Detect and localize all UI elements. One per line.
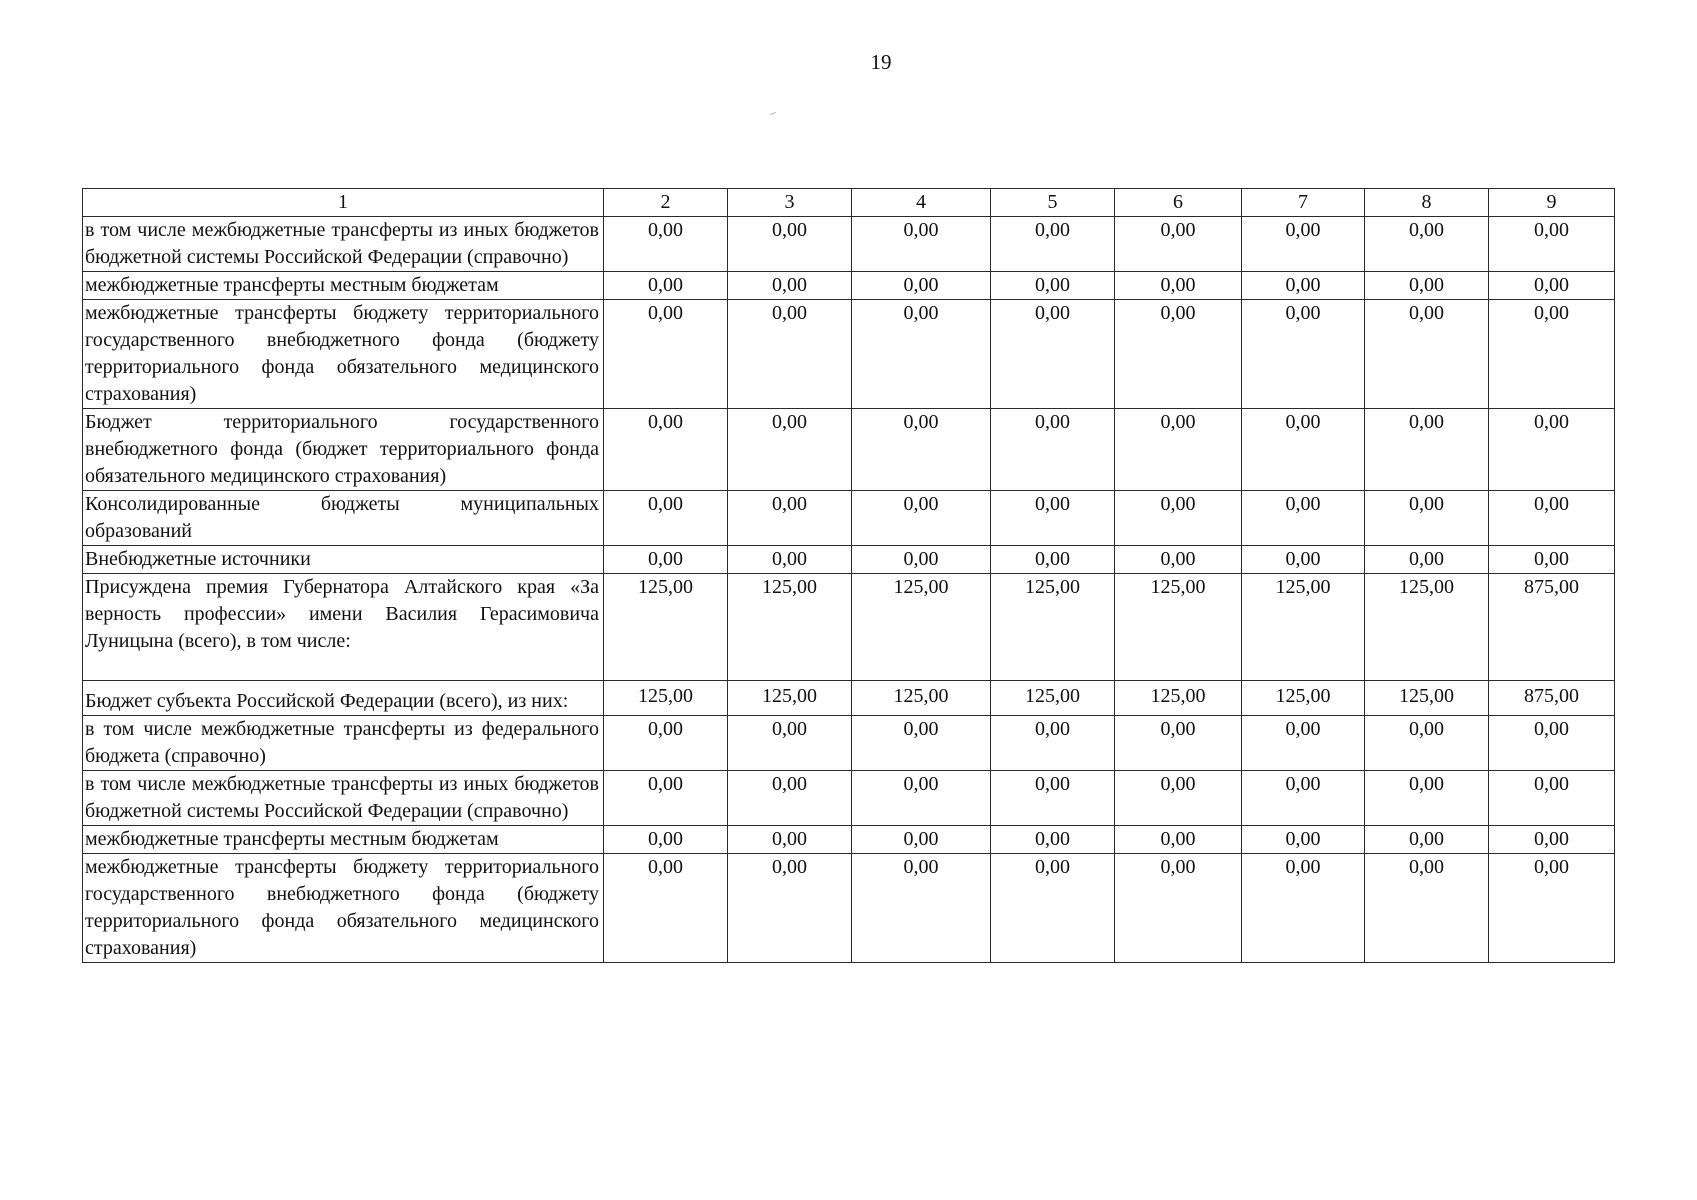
row-value: 125,00	[1242, 574, 1365, 681]
table-row	[83, 681, 1615, 716]
row-value: 0,00	[1115, 272, 1242, 300]
row-value: 0,00	[1365, 716, 1489, 771]
row-value: 0,00	[991, 300, 1115, 409]
row-value: 0,00	[852, 409, 991, 491]
row-value: 0,00	[728, 491, 852, 546]
row-label: межбюджетные трансферты местным бюджетам	[83, 272, 604, 300]
row-label: в том числе межбюджетные трансферты из иных бюджетов бюджетной системы Российской Федерации (справочно)	[83, 217, 604, 272]
table-row	[83, 217, 1615, 272]
table-row	[83, 716, 1615, 771]
row-total: 0,00	[1489, 826, 1615, 854]
row-value: 0,00	[728, 771, 852, 826]
row-value: 0,00	[1365, 409, 1489, 491]
table-row	[83, 272, 1615, 300]
row-value: 0,00	[1365, 771, 1489, 826]
row-value: 0,00	[604, 491, 728, 546]
row-total: 875,00	[1489, 574, 1615, 681]
row-value: 0,00	[852, 854, 991, 963]
row-value: 0,00	[1242, 854, 1365, 963]
row-value: 0,00	[1242, 300, 1365, 409]
row-value: 0,00	[1115, 826, 1242, 854]
row-label: межбюджетные трансферты местным бюджетам	[83, 826, 604, 854]
row-value: 0,00	[1115, 409, 1242, 491]
row-value: 0,00	[604, 300, 728, 409]
row-value: 0,00	[852, 771, 991, 826]
row-value: 0,00	[852, 217, 991, 272]
row-value: 0,00	[1115, 771, 1242, 826]
row-value: 0,00	[1115, 491, 1242, 546]
row-value: 125,00	[604, 574, 728, 681]
column-header: 8	[1365, 189, 1489, 217]
row-value: 0,00	[1242, 217, 1365, 272]
table-header-row	[83, 189, 1615, 217]
row-value: 0,00	[991, 854, 1115, 963]
budget-table	[82, 188, 1615, 963]
row-value: 0,00	[1242, 546, 1365, 574]
row-value: 0,00	[852, 272, 991, 300]
column-header: 1	[83, 189, 604, 217]
row-value: 0,00	[604, 272, 728, 300]
row-value: 0,00	[991, 826, 1115, 854]
page-number: 19	[870, 50, 892, 74]
row-total: 0,00	[1489, 300, 1615, 409]
row-label: Бюджет субъекта Российской Федерации (всего), из них:	[83, 681, 604, 716]
row-value: 0,00	[728, 409, 852, 491]
row-value: 0,00	[604, 217, 728, 272]
row-value: 125,00	[1115, 681, 1242, 716]
row-value: 0,00	[991, 546, 1115, 574]
table-row	[83, 409, 1615, 491]
row-value: 0,00	[1365, 217, 1489, 272]
row-total: 0,00	[1489, 409, 1615, 491]
row-value: 0,00	[1242, 409, 1365, 491]
row-value: 125,00	[852, 574, 991, 681]
row-value: 0,00	[852, 300, 991, 409]
row-value: 0,00	[728, 300, 852, 409]
row-value: 0,00	[728, 716, 852, 771]
row-value: 125,00	[991, 574, 1115, 681]
row-value: 0,00	[1115, 300, 1242, 409]
row-value: 0,00	[1242, 272, 1365, 300]
row-value: 125,00	[1242, 681, 1365, 716]
row-value: 125,00	[1365, 681, 1489, 716]
column-header: 4	[852, 189, 991, 217]
row-total: 0,00	[1489, 771, 1615, 826]
row-value: 0,00	[604, 546, 728, 574]
row-value: 0,00	[991, 217, 1115, 272]
row-value: 0,00	[1115, 217, 1242, 272]
row-label: Внебюджетные источники	[83, 546, 604, 574]
column-header: 9	[1489, 189, 1615, 217]
row-value: 0,00	[1115, 546, 1242, 574]
column-header: 5	[991, 189, 1115, 217]
table-row	[83, 300, 1615, 409]
row-value: 0,00	[1242, 716, 1365, 771]
row-value: 0,00	[1365, 826, 1489, 854]
row-value: 125,00	[728, 681, 852, 716]
row-value: 0,00	[1365, 854, 1489, 963]
table-row	[83, 771, 1615, 826]
row-value: 0,00	[1365, 491, 1489, 546]
table-row	[83, 491, 1615, 546]
row-value: 0,00	[1115, 716, 1242, 771]
row-label: межбюджетные трансферты бюджету территориального государственного внебюджетного фонда (бюджету территориального фонда обязательного медицинского страхования)	[83, 300, 604, 409]
row-value: 125,00	[1115, 574, 1242, 681]
column-header: 6	[1115, 189, 1242, 217]
row-value: 125,00	[728, 574, 852, 681]
row-value: 0,00	[604, 716, 728, 771]
row-value: 0,00	[604, 826, 728, 854]
row-total: 0,00	[1489, 546, 1615, 574]
row-total: 0,00	[1489, 491, 1615, 546]
row-value: 0,00	[728, 272, 852, 300]
row-value: 0,00	[852, 826, 991, 854]
row-label: Консолидированные бюджеты муниципальных образований	[83, 491, 604, 546]
row-value: 0,00	[1365, 546, 1489, 574]
row-value: 0,00	[1115, 854, 1242, 963]
row-value: 0,00	[852, 716, 991, 771]
row-value: 125,00	[1365, 574, 1489, 681]
row-value: 0,00	[991, 771, 1115, 826]
row-total: 0,00	[1489, 272, 1615, 300]
row-total: 875,00	[1489, 681, 1615, 716]
row-label: Бюджет территориального государственного внебюджетного фонда (бюджет территориального фонда обязательного медицинского страхования)	[83, 409, 604, 491]
row-total: 0,00	[1489, 716, 1615, 771]
row-value: 0,00	[604, 409, 728, 491]
column-header: 2	[604, 189, 728, 217]
row-value: 0,00	[852, 546, 991, 574]
row-value: 0,00	[852, 491, 991, 546]
table-row	[83, 574, 1615, 681]
row-value: 125,00	[604, 681, 728, 716]
row-total: 0,00	[1489, 854, 1615, 963]
row-value: 0,00	[1242, 771, 1365, 826]
row-value: 125,00	[852, 681, 991, 716]
row-value: 0,00	[1242, 826, 1365, 854]
row-value: 0,00	[728, 826, 852, 854]
row-label: в том числе межбюджетные трансферты из федерального бюджета (справочно)	[83, 716, 604, 771]
row-value: 0,00	[728, 854, 852, 963]
table-row	[83, 546, 1615, 574]
row-value: 0,00	[991, 409, 1115, 491]
column-header: 7	[1242, 189, 1365, 217]
row-value: 0,00	[728, 546, 852, 574]
table-row	[83, 854, 1615, 963]
row-value: 0,00	[604, 771, 728, 826]
row-label: Присуждена премия Губернатора Алтайского края «За верность профессии» имени Василия Герасимовича Луницына (всего), в том числе:	[83, 574, 604, 681]
row-value: 0,00	[1242, 491, 1365, 546]
row-value: 0,00	[728, 217, 852, 272]
column-header: 3	[728, 189, 852, 217]
row-value: 125,00	[991, 681, 1115, 716]
row-value: 0,00	[604, 854, 728, 963]
row-label: в том числе межбюджетные трансферты из иных бюджетов бюджетной системы Российской Федерации (справочно)	[83, 771, 604, 826]
row-value: 0,00	[991, 491, 1115, 546]
row-value: 0,00	[991, 716, 1115, 771]
row-label: межбюджетные трансферты бюджету территориального государственного внебюджетного фонда (бюджету территориального фонда обязательного медицинского страхования)	[83, 854, 604, 963]
row-value: 0,00	[1365, 300, 1489, 409]
table-row	[83, 826, 1615, 854]
stray-mark	[770, 112, 776, 115]
row-total: 0,00	[1489, 217, 1615, 272]
row-value: 0,00	[1365, 272, 1489, 300]
row-value: 0,00	[991, 272, 1115, 300]
